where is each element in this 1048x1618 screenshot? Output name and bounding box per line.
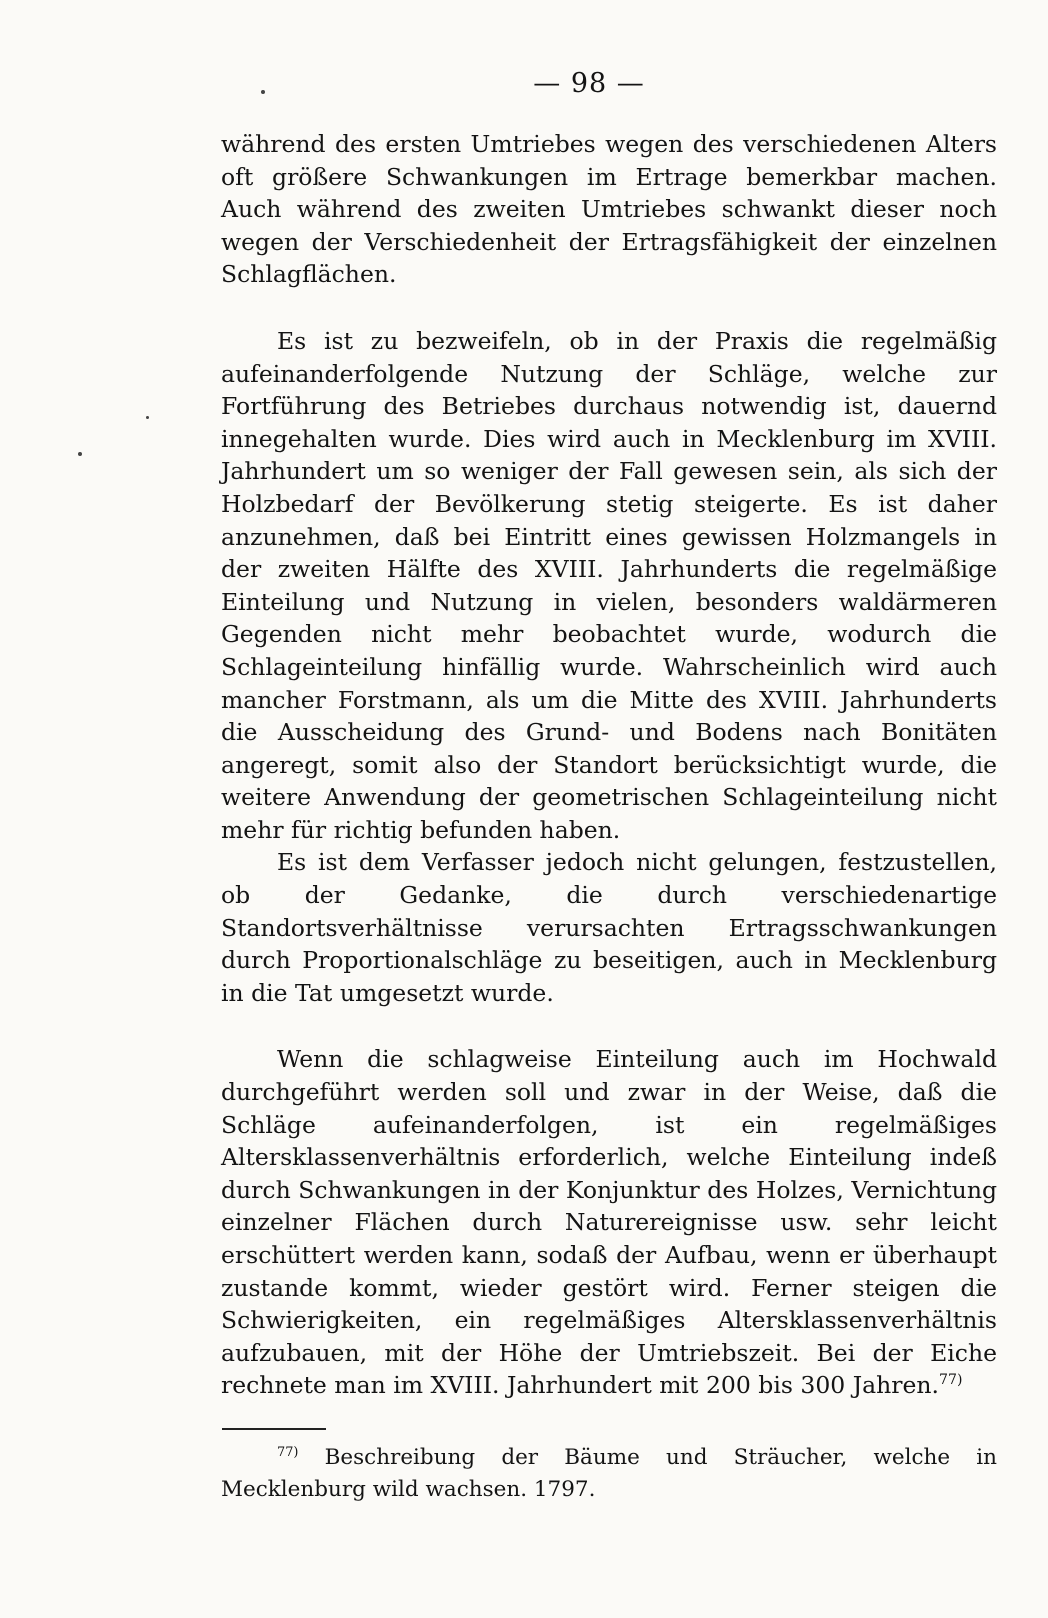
footnote-marker: 77) bbox=[277, 1444, 299, 1460]
scan-speck bbox=[261, 90, 265, 94]
page-number: — 98 — bbox=[533, 68, 645, 99]
paragraph bbox=[221, 1043, 997, 1402]
paragraph-text: Wenn die schlagweise Einteilung auch im Hochwald durchgeführt werden soll und zwar in der Weise, daß die Schläge aufeinanderfolgen, ist ein regelmäßiges Altersklassenverhältnis erforderlich, welche Einteilung indeß durch Schwankungen in der Konjunktur des Holzes, Vernichtung einzelner Flächen durch Naturereignisse usw. sehr leicht erschüttert werden kann, sodaß der Aufbau, wenn er überhaupt zustande kommt, wieder gestört wird. Ferner steigen die Schwierigkeiten, ein regelmäßiges Altersklassenverhältnis aufzubauen, mit der Höhe der Umtriebszeit. Bei der Eiche rechnete man im XVIII. Jahrhundert mit 200 bis 300 Jahren. bbox=[221, 1045, 997, 1400]
scan-speck bbox=[146, 416, 149, 419]
paragraph-gap bbox=[221, 1009, 997, 1043]
footnote-reference[interactable]: 77) bbox=[939, 1372, 963, 1389]
paragraph: Es ist dem Verfasser jedoch nicht gelungen, festzustellen, ob der Gedanke, die durch verschiedenartige Standortsverhältnisse verursachten Ertragsschwankungen durch Proportionalschläge zu beseitigen, auch in Mecklenburg in die Tat umgesetzt wurde. bbox=[221, 848, 997, 1007]
scan-speck bbox=[78, 452, 82, 456]
paragraph-continuation: während des ersten Umtriebes wegen des verschiedenen Alters oft größere Schwankungen im Ertrage bemerkbar machen. Auch während des zweiten Umtriebes schwankt dieser noch wegen der Verschiedenheit der Ertragsfähigkeit der einzelnen Schlagflächen. bbox=[221, 130, 997, 289]
paragraph: Es ist zu bezweifeln, ob in der Praxis die regelmäßig aufeinanderfolgende Nutzung der Schläge, welche zur Fortführung des Betriebes durchaus notwendig ist, dauernd innegehalten wurde. Dies wird auch in Mecklenburg im XVIII. Jahrhundert um so weniger der Fall gewesen sein, als sich der Holzbedarf der Bevölkerung stetig steigerte. Es ist daher anzunehmen, daß bei Eintritt eines gewissen Holzmangels in der zweiten Hälfte des XVIII. Jahrhunderts die regelmäßige Einteilung und Nutzung in vielen, besonders waldärmeren Gegenden nicht mehr beobachtet wurde, wodurch die Schlageinteilung hinfällig wurde. Wahrscheinlich wird auch mancher Forstmann, als um die Mitte des XVIII. Jahrhunderts die Ausscheidung des Grund- und Bodens nach Bonitäten angeregt, somit also der Standort berücksichtigt wurde, die weitere Anwendung der geometrischen Schlageinteilung nicht mehr für richtig befunden haben. bbox=[221, 326, 997, 844]
footnote-text: Beschreibung der Bäume und Sträucher, welche in Mecklenburg wild wachsen. 1797. bbox=[221, 1445, 997, 1502]
footnote bbox=[221, 1442, 997, 1506]
footnote-divider bbox=[222, 1428, 326, 1430]
body-text bbox=[221, 128, 997, 1402]
paragraph-gap bbox=[221, 291, 997, 325]
